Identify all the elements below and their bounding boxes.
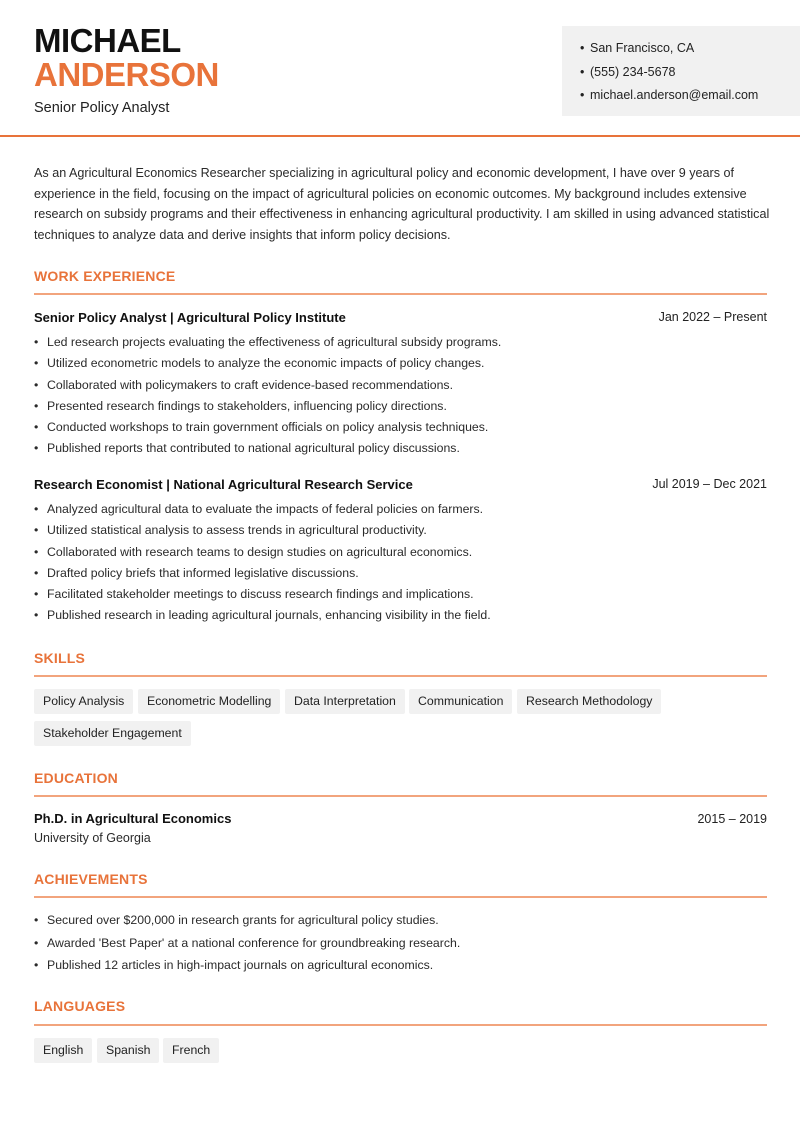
list-item: • Conducted workshops to train government officials on policy analysis techniques. — [34, 420, 489, 435]
list-item: • Awarded 'Best Paper' at a national conference for groundbreaking research. — [34, 935, 461, 950]
section-divider — [34, 675, 767, 677]
contact-phone: • (555) 234-5678 — [580, 61, 800, 85]
skill-chip: Stakeholder Engagement — [34, 721, 191, 746]
job-bullets — [34, 499, 774, 627]
section-title-achievements: ACHIEVEMENTS — [34, 871, 148, 887]
skill-chip: Econometric Modelling — [138, 689, 280, 714]
language-chip: English — [34, 1038, 92, 1063]
list-item: • Led research projects evaluating the effectiveness of agricultural subsidy programs. — [34, 335, 502, 349]
contact-email: • michael.anderson@email.com — [580, 84, 800, 108]
job-heading: Research Economist | National Agricultural Research Service — [34, 477, 413, 492]
list-item: • Drafted policy briefs that informed legislative discussions. — [34, 565, 359, 580]
contact-location: • San Francisco, CA — [580, 37, 800, 61]
list-item: • Presented research findings to stakeholders, influencing policy directions. — [34, 398, 447, 413]
summary-paragraph: As an Agricultural Economics Researcher specializing in agricultural policy and economic development, I have over 9 years of experience in the field, focusing on the impact of agricultural policies on economic outcomes. My background includes extensive research on subsidy programs and their effectiveness in enhancing agricultural productivity. I am skilled in using advanced statistical techniques to analyze data and derive insights that inform policy decisions. — [34, 166, 770, 243]
job-dates: Jan 2022 – Present — [658, 310, 767, 324]
contact-box — [562, 26, 800, 116]
section-divider — [34, 1024, 767, 1026]
section-divider — [34, 795, 767, 797]
section-divider — [34, 293, 767, 295]
skill-chip: Policy Analysis — [34, 689, 133, 714]
bullet-icon: • — [580, 41, 585, 55]
achievements-list — [34, 909, 774, 977]
language-chip: Spanish — [97, 1038, 159, 1063]
language-chip: French — [163, 1038, 219, 1063]
job-heading: Senior Policy Analyst | Agricultural Policy Institute — [34, 310, 346, 325]
skill-chip: Data Interpretation — [285, 689, 405, 714]
section-title-skills: SKILLS — [34, 650, 85, 666]
education-school: University of Georgia — [34, 831, 151, 845]
education-dates: 2015 – 2019 — [697, 812, 767, 826]
job-title: Senior Policy Analyst — [34, 100, 170, 116]
list-item: • Analyzed agricultural data to evaluate the impacts of federal policies on farmers. — [34, 502, 484, 516]
list-item: • Facilitated stakeholder meetings to discuss research findings and implications. — [34, 587, 474, 602]
list-item: • Collaborated with policymakers to craft evidence-based recommendations. — [34, 377, 453, 392]
list-item: • Published 12 articles in high-impact journals on agricultural economics. — [34, 958, 434, 972]
job-dates: Jul 2019 – Dec 2021 — [652, 477, 767, 491]
section-divider — [34, 896, 767, 898]
list-item: • Published reports that contributed to national agricultural policy discussions. — [34, 441, 460, 456]
job-bullets — [34, 332, 774, 460]
list-item: • Collaborated with research teams to design studies on agricultural economics. — [34, 544, 473, 559]
skill-chip: Communication — [409, 689, 512, 714]
education-degree: Ph.D. in Agricultural Economics — [34, 811, 232, 826]
list-item: • Utilized econometric models to analyze the economic impacts of policy changes. — [34, 356, 485, 371]
list-item: • Secured over $200,000 in research grants for agricultural policy studies. — [34, 913, 439, 927]
section-title-languages: LANGUAGES — [34, 998, 126, 1014]
bullet-icon: • — [580, 64, 585, 79]
last-name: ANDERSON — [34, 56, 219, 93]
skill-chip: Research Methodology — [517, 689, 661, 714]
bullet-icon: • — [580, 88, 585, 102]
section-title-work: WORK EXPERIENCE — [34, 268, 176, 284]
first-name: MICHAEL — [34, 22, 181, 59]
section-title-education: EDUCATION — [34, 770, 118, 786]
list-item: • Published research in leading agricultural journals, enhancing visibility in the field. — [34, 608, 491, 623]
resume-header — [0, 0, 800, 137]
list-item: • Utilized statistical analysis to assess trends in agricultural productivity. — [34, 523, 427, 538]
